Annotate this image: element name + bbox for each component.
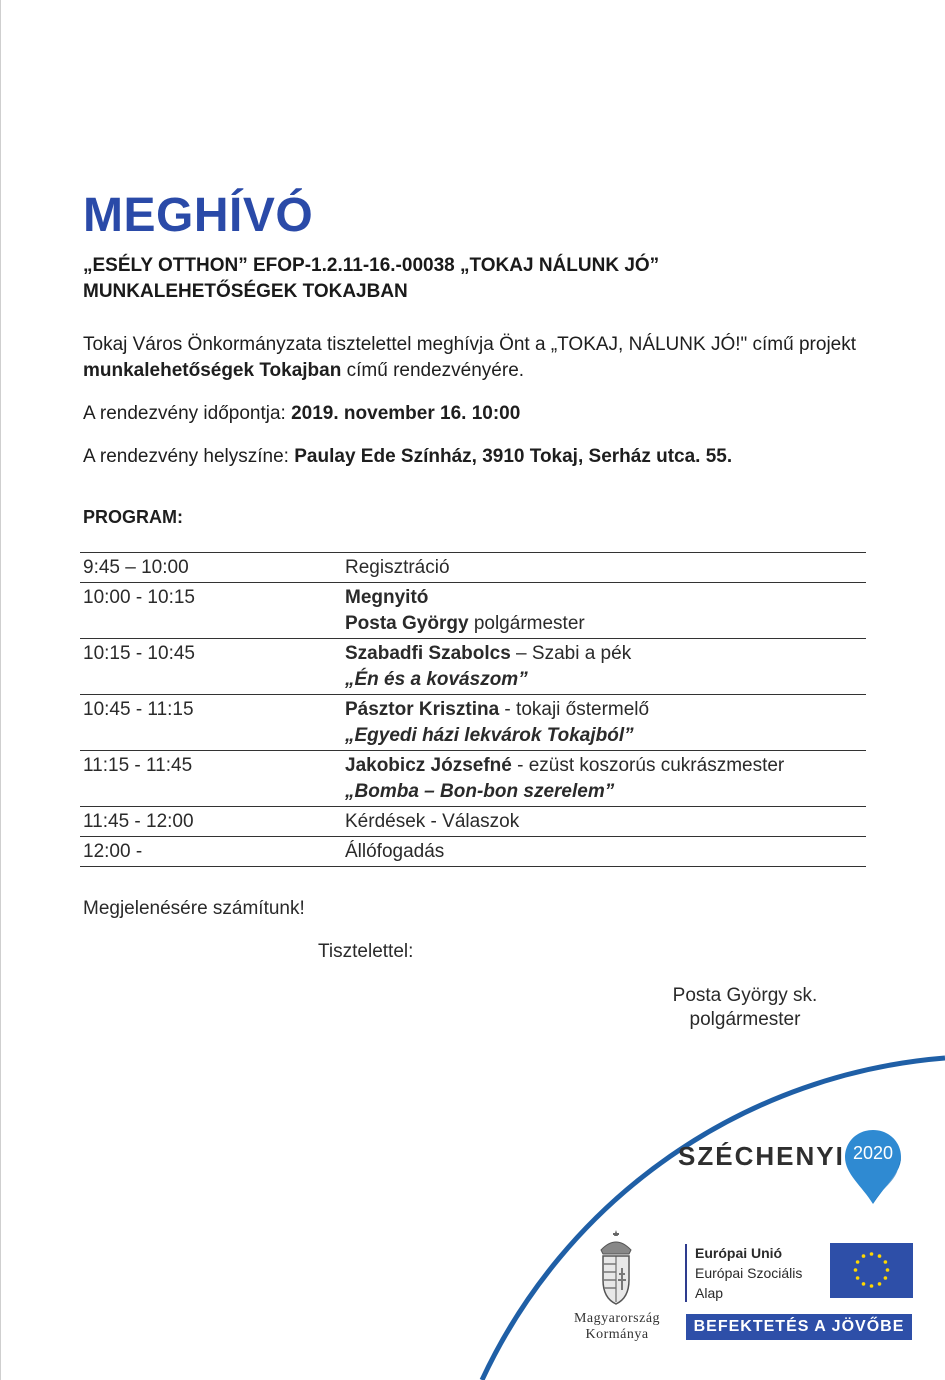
szechenyi-year: 2020 — [852, 1143, 894, 1163]
schedule-item-name: Megnyitó — [345, 587, 429, 608]
schedule-time: 10:45 - 11:15 — [83, 699, 194, 720]
signer-name: Posta György sk. — [672, 985, 818, 1006]
eu-banner: BEFEKTETÉS A JÖVŐBE — [686, 1314, 912, 1340]
regards-line: Tisztelettel: — [318, 941, 414, 962]
eu-divider — [685, 1244, 687, 1302]
schedule-desc: Kérdések - Válaszok — [345, 811, 520, 832]
subtitle-line-2: MUNKALEHETŐSÉGEK TOKAJBAN — [83, 281, 408, 302]
schedule-desc: Regisztráció — [345, 557, 450, 578]
eu-flag-icon — [830, 1243, 913, 1298]
schedule-time: 11:15 - 11:45 — [83, 755, 193, 776]
schedule-speaker: Pásztor Krisztina — [345, 699, 500, 720]
program-heading: PROGRAM: — [83, 507, 183, 527]
government-line-1: Magyarország — [573, 1311, 661, 1326]
government-line-2: Kormánya — [585, 1327, 649, 1342]
event-venue-label: A rendezvény helyszíne: — [83, 446, 295, 467]
intro-text-2: című rendezvényére. — [341, 360, 525, 381]
szechenyi-logo-text: SZÉCHENYI — [678, 1141, 845, 1171]
schedule-desc: Állófogadás — [345, 841, 445, 862]
coat-of-arms-icon — [595, 1228, 637, 1308]
schedule-role: - tokaji őstermelő — [499, 699, 650, 720]
schedule-topic: „Egyedi házi lekvárok Tokajból” — [345, 725, 634, 746]
schedule-time: 10:00 - 10:15 — [83, 587, 195, 608]
schedule-time: 10:15 - 10:45 — [83, 643, 195, 664]
location-pin-icon — [842, 1128, 904, 1208]
event-date-value: 2019. november 16. 10:00 — [291, 403, 521, 424]
eu-line-2: Európai Szociális — [695, 1265, 803, 1281]
schedule-time: 9:45 – 10:00 — [83, 557, 189, 578]
schedule-topic: „Bomba – Bon-bon szerelem” — [345, 781, 615, 802]
eu-line-3: Alap — [695, 1285, 724, 1301]
schedule-role: polgármester — [468, 613, 585, 634]
eu-logo-text — [695, 1243, 802, 1303]
intro-text-1: Tokaj Város Önkormányzata tisztelettel meghívja Önt a „TOKAJ, NÁLUNK JÓ!" című projekt — [83, 334, 857, 355]
schedule-time: 11:45 - 12:00 — [83, 811, 194, 832]
schedule-speaker: Jakobicz Józsefné — [345, 755, 512, 776]
schedule-role: - ezüst koszorús cukrászmester — [511, 755, 785, 776]
schedule-speaker: Szabadfi Szabolcs — [345, 643, 511, 664]
schedule-topic: „Én és a kovászom” — [345, 669, 528, 690]
signer-title: polgármester — [689, 1009, 801, 1030]
invitation-title: MEGHÍVÓ — [83, 189, 314, 242]
closing-line: Megjelenésére számítunk! — [83, 898, 305, 919]
event-venue-value: Paulay Ede Színház, 3910 Tokaj, Serház utca. 55. — [294, 446, 733, 467]
subtitle-line-1: „ESÉLY OTTHON” EFOP-1.2.11-16.-00038 „TOKAJ NÁLUNK JÓ” — [83, 255, 660, 276]
schedule-speaker: Posta György — [345, 613, 469, 634]
government-logo-text — [556, 1311, 678, 1343]
eu-line-1: Európai Unió — [695, 1245, 783, 1261]
event-date-label: A rendezvény időpontja: — [83, 403, 292, 424]
schedule-time: 12:00 - — [83, 841, 143, 862]
schedule-role: – Szabi a pék — [510, 643, 632, 664]
intro-bold-text: munkalehetőségek Tokajban — [83, 360, 342, 381]
